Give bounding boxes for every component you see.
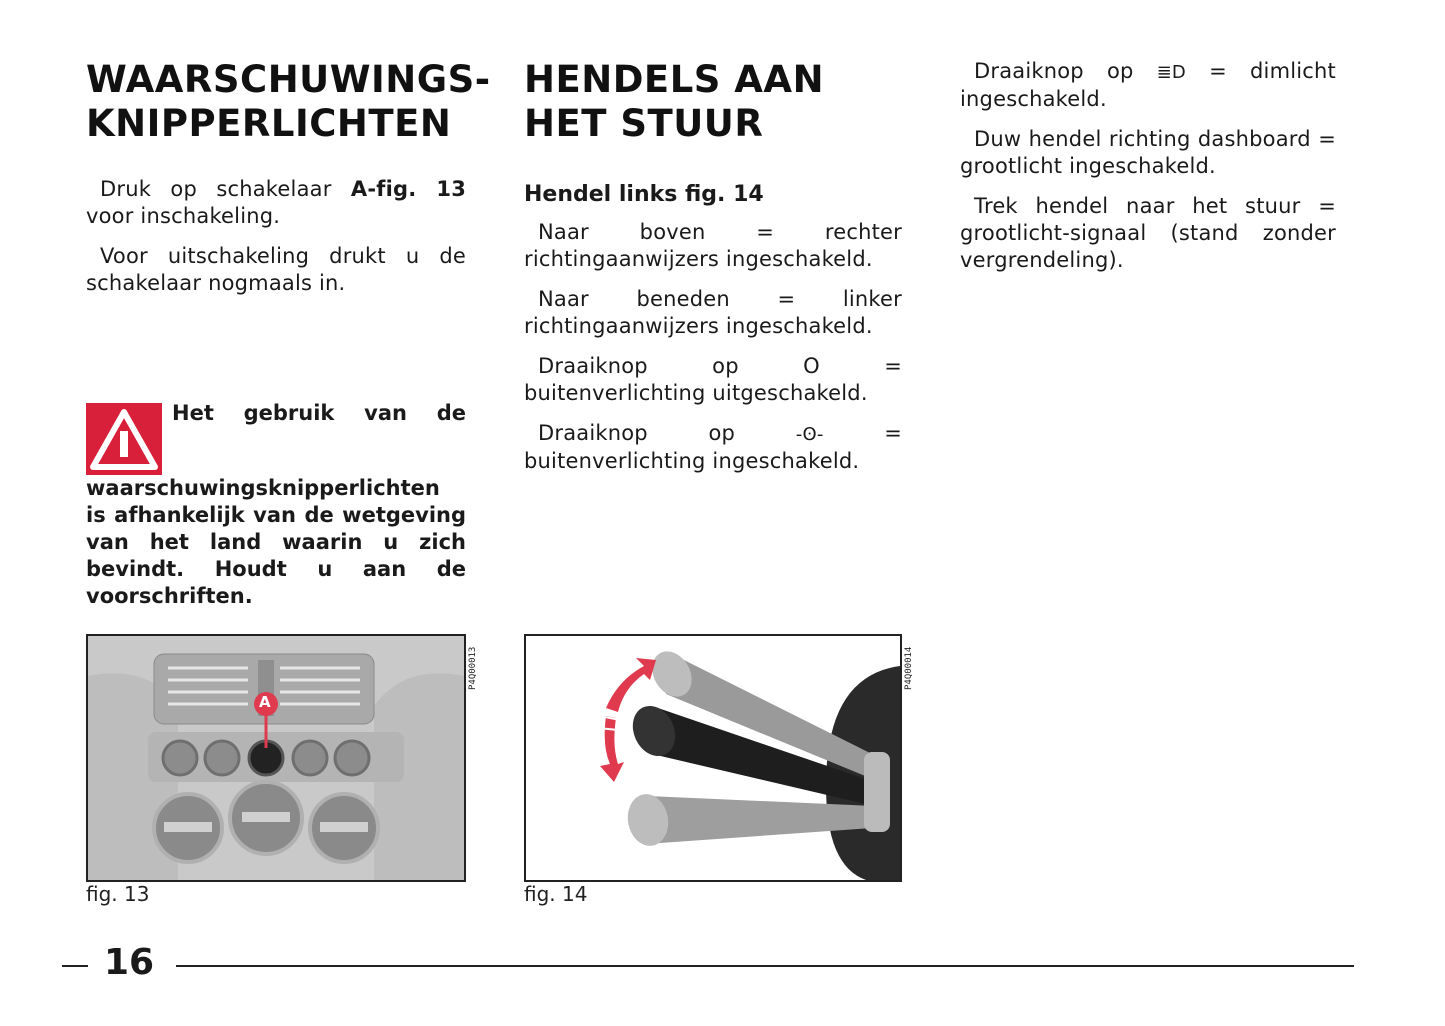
paragraph-up: Naar boven = rechter richtingaanwijzers ingeschakeld. bbox=[524, 220, 902, 271]
figure-13-caption: fig. 13 bbox=[86, 882, 150, 906]
paragraph-switch-on: Druk op schakelaar A-fig. 13 voor inschakeling. bbox=[86, 177, 467, 228]
sidelight-symbol-icon: -ʘ- bbox=[795, 424, 824, 445]
column-hazard-lights bbox=[86, 58, 491, 297]
section-title-levers: HENDELS AAN HET STUUR bbox=[524, 58, 825, 145]
paragraph-main-beam: Duw hendel richting dashboard = grootlicht ingeschakeld. bbox=[960, 127, 1336, 178]
paragraph-dipped-beam: Draaiknop op ≣D = dimlicht ingeschakeld. bbox=[960, 59, 1336, 111]
subtitle-left-lever: Hendel links fig. 14 bbox=[524, 182, 764, 207]
paragraph-down: Naar beneden = linker richtingaanwijzers ingeschakeld. bbox=[524, 287, 902, 338]
paragraph-lights-off: Draaiknop op O = buitenverlichting uitgeschakeld. bbox=[524, 354, 903, 405]
column-steering-levers bbox=[524, 58, 902, 475]
footer-rule-right bbox=[176, 965, 1354, 967]
paragraph-switch-off: Voor uitschakeling drukt u de schakelaar nogmaals in. bbox=[86, 244, 466, 295]
footer-rule-left bbox=[62, 965, 88, 967]
warning-triangle-icon bbox=[86, 403, 162, 475]
figure-13-code: P4Q00013 bbox=[468, 646, 478, 690]
warning-note: Het gebruik van de waarschuwingsknipperlichten is afhankelijk van de wetgeving van het land waarin u zich bevindt. Houdt u aan de voorschriften. bbox=[86, 401, 466, 608]
figure-14-code: P4Q00014 bbox=[904, 646, 914, 690]
figure-14-lever bbox=[524, 634, 902, 882]
section-title-hazard: WAARSCHUWINGS- KNIPPERLICHTEN bbox=[86, 58, 491, 145]
column-beams bbox=[960, 58, 1336, 274]
paragraph-lights-on: Draaiknop op -ʘ- = buitenverlichting ingeschakeld. bbox=[524, 421, 903, 473]
off-symbol-icon: O bbox=[803, 354, 820, 378]
paragraph-flash: Trek hendel naar het stuur = grootlicht-signaal (stand zonder vergrendeling). bbox=[960, 194, 1336, 272]
figure-13-dashboard bbox=[86, 634, 466, 882]
dipped-beam-icon: ≣D bbox=[1156, 62, 1186, 83]
marker-a: A bbox=[259, 693, 271, 711]
figure-14-caption: fig. 14 bbox=[524, 882, 588, 906]
page-number: 16 bbox=[104, 942, 155, 983]
